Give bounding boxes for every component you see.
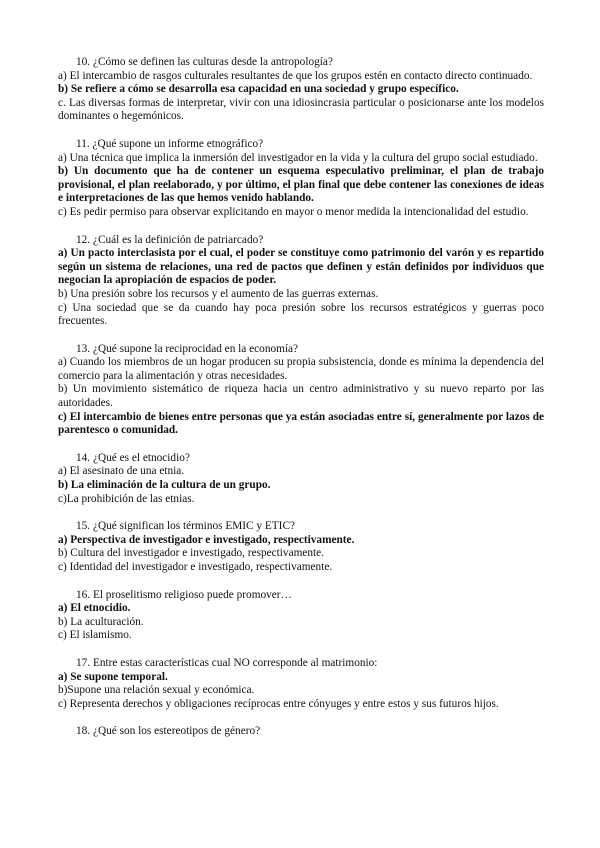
option-a-correct: a) El etnocidio. — [58, 602, 131, 615]
option-b-correct: b) Un documento que ha de contener un esquema especulativo preliminar, el plan de trabajo provisional, el plan reelaborado, y por último, el plan final que debe contener las conexiones de ideas e interpretaciones de las que hemos venido hablando. — [58, 165, 544, 205]
question-title: 15. ¿Qué significan los términos EMIC y ETIC? — [76, 520, 295, 533]
question-15 — [58, 520, 544, 574]
question-title: 11. ¿Qué supone un informe etnográfico? — [76, 137, 264, 150]
option-b: b) Un movimiento sistemático de riqueza hacia un centro administrativo y su nuevo reparto por las autoridades. — [58, 383, 544, 410]
option-c: c) Una sociedad que se da cuando hay poca presión sobre los recursos estratégicos y guerras poco frecuentes. — [58, 301, 544, 328]
question-17 — [58, 657, 544, 711]
question-title: 12. ¿Cuál es la definición de patriarcado? — [76, 233, 264, 246]
option-c: c. Las diversas formas de interpretar, vivir con una idiosincrasia particular o posicionarse ante los modelos dominantes o hegemónicos. — [58, 96, 544, 123]
question-10 — [58, 56, 544, 124]
question-13 — [58, 343, 544, 438]
option-c: c) Representa derechos y obligaciones recíprocas entre cónyuges y entre estos y sus futuros hijos. — [58, 697, 499, 710]
option-c: c) Identidad del investigador e investigado, respectivamente. — [58, 561, 333, 573]
question-12 — [58, 234, 544, 329]
question-16 — [58, 589, 544, 643]
option-c: c)La prohibición de las etnias. — [58, 492, 195, 505]
option-c: c) Es pedir permiso para observar explicitando en mayor o menor medida la intencionalidad del estudio. — [58, 205, 529, 218]
option-a: a) Cuando los miembros de un hogar producen su propia subsistencia, donde es mínima la dependencia del comercio para la alimentación y otras necesidades. — [58, 356, 544, 382]
option-a-correct: a) Se supone temporal. — [58, 670, 168, 683]
option-b-correct: b) La eliminación de la cultura de un grupo. — [58, 479, 271, 492]
question-11 — [58, 138, 544, 220]
question-title: 18. ¿Qué son los estereotipos de género? — [76, 725, 261, 738]
question-title: 17. Entre estas características cual NO corresponde al matrimonio: — [76, 656, 378, 669]
question-title: 13. ¿Qué supone la reciprocidad en la economía? — [76, 342, 299, 355]
option-b-correct: b) Se refiere a cómo se desarrolla esa capacidad en una sociedad y grupo específico. — [58, 83, 459, 96]
option-a: a) El intercambio de rasgos culturales resultantes de que los grupos estén en contacto directo continuado. — [58, 69, 533, 82]
option-b: b) Una presión sobre los recursos y el aumento de las guerras externas. — [58, 287, 379, 300]
option-b: b) Cultura del investigador e investigado, respectivamente. — [58, 547, 325, 560]
question-title: 10. ¿Cómo se definen las culturas desde la antropología? — [76, 56, 333, 68]
question-title: 14. ¿Qué es el etnocidio? — [76, 451, 190, 464]
option-c-correct: c) El intercambio de bienes entre personas que ya están asociadas entre sí, generalmente por lazos de parentesco o comunidad. — [58, 410, 544, 437]
question-title: 16. El proselitismo religioso puede promover… — [76, 588, 292, 601]
option-b: b) La aculturación. — [58, 615, 144, 628]
option-c: c) El islamismo. — [58, 629, 132, 642]
option-a: a) El asesinato de una etnia. — [58, 465, 185, 478]
option-b: b)Supone una relación sexual y económica. — [58, 684, 255, 697]
question-18 — [58, 725, 544, 739]
question-14 — [58, 452, 544, 506]
option-a-correct: a) Perspectiva de investigador e investigado, respectivamente. — [58, 533, 355, 546]
option-a-correct: a) Un pacto interclasista por el cual, el poder se constituye como patrimonio del varón y es repartido según un sistema de relaciones, una red de pactos que definen y están definidos por individuos que negocian la apropiación de espacios de poder. — [58, 247, 544, 287]
option-a: a) Una técnica que implica la inmersión del investigador en la vida y la cultura del grupo social estudiado. — [58, 151, 538, 164]
